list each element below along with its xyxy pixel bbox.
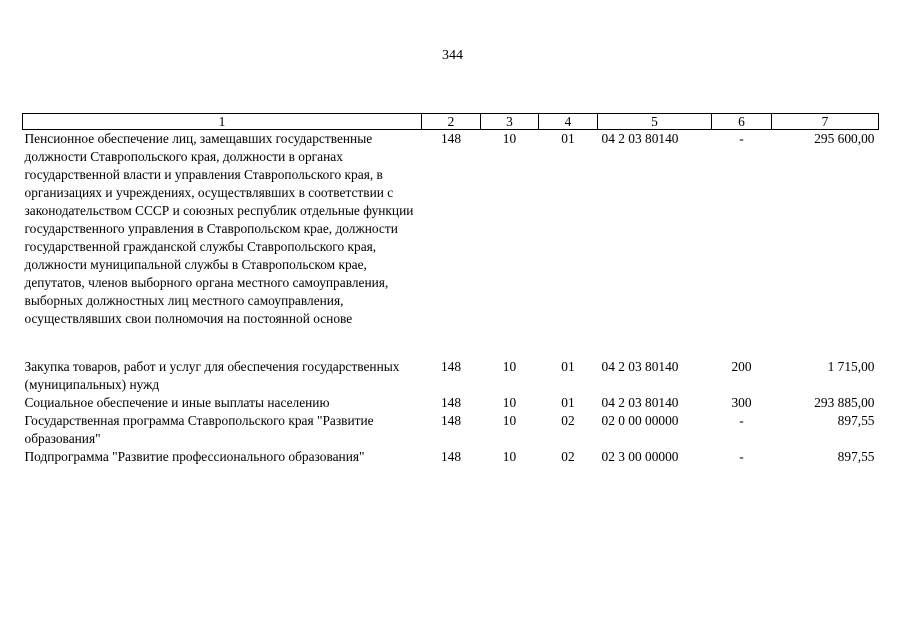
row-target: 02 0 00 00000 xyxy=(601,413,679,428)
row-subsection: 01 xyxy=(561,131,575,146)
col-header-2: 2 xyxy=(422,114,481,130)
row-name: Государственная программа Ставропольского края "Развитие образования" xyxy=(24,413,374,446)
row-subsection: 02 xyxy=(561,413,575,428)
col-header-6: 6 xyxy=(712,114,772,130)
row-name: Социальное обеспечение и иные выплаты населению xyxy=(24,395,330,410)
row-code: 148 xyxy=(440,131,462,146)
page-number: 344 xyxy=(442,48,463,63)
row-target: 04 2 03 80140 xyxy=(601,395,679,410)
row-code: 148 xyxy=(440,359,462,374)
row-sum: 897,55 xyxy=(837,449,875,464)
row-section: 10 xyxy=(502,395,517,410)
row-section: 10 xyxy=(502,131,517,146)
row-target: 04 2 03 80140 xyxy=(601,359,679,374)
row-type: - xyxy=(739,413,744,428)
row-sum: 293 885,00 xyxy=(814,395,875,410)
row-code: 148 xyxy=(440,413,462,428)
col-header-7: 7 xyxy=(772,114,879,130)
row-type: 300 xyxy=(731,395,752,410)
col-header-1: 1 xyxy=(23,114,422,130)
row-sum: 295 600,00 xyxy=(814,131,875,146)
table-row xyxy=(23,358,879,394)
row-target: 02 3 00 00000 xyxy=(601,449,679,464)
row-name: Закупка товаров, работ и услуг для обеспечения государственных (муниципальных) нужд xyxy=(24,359,400,392)
row-section: 10 xyxy=(502,359,517,374)
row-subsection: 01 xyxy=(561,395,575,410)
row-sum: 1 715,00 xyxy=(827,359,875,374)
table-row xyxy=(23,412,879,448)
col-header-5: 5 xyxy=(598,114,712,130)
row-target: 04 2 03 80140 xyxy=(601,131,679,146)
budget-table xyxy=(22,113,879,466)
row-spacer xyxy=(23,328,879,358)
table-row xyxy=(23,448,879,466)
header-row xyxy=(23,114,879,130)
row-section: 10 xyxy=(502,449,517,464)
row-section: 10 xyxy=(502,413,517,428)
row-sum: 897,55 xyxy=(837,413,875,428)
row-subsection: 02 xyxy=(561,449,575,464)
row-subsection: 01 xyxy=(561,359,575,374)
col-header-3: 3 xyxy=(481,114,539,130)
row-type: - xyxy=(739,449,744,464)
col-header-4: 4 xyxy=(539,114,598,130)
row-name: Подпрограмма "Развитие профессионального образования" xyxy=(24,449,365,464)
table-row xyxy=(23,394,879,412)
row-type: 200 xyxy=(731,359,752,374)
row-code: 148 xyxy=(440,449,462,464)
table-row xyxy=(23,130,879,329)
row-code: 148 xyxy=(440,395,462,410)
row-name: Пенсионное обеспечение лиц, замещавших государственные должности Ставропольского края, должности в органах государственной власти и управления Ставропольского края, в организациях и учреждениях, осуществлявших в соответствии с законодательством СССР и союзных республик отдельные функции государственного управления в Ставропольском крае, должности государственной гражданской службы Ставропольского края, должности муниципальной службы в Ставропольском крае, депутатов, членов выборного органа местного самоуправления, выборных должностных лиц местного самоуправления, осуществлявших свои полномочия на постоянной основе xyxy=(24,131,414,326)
row-type: - xyxy=(739,131,744,146)
